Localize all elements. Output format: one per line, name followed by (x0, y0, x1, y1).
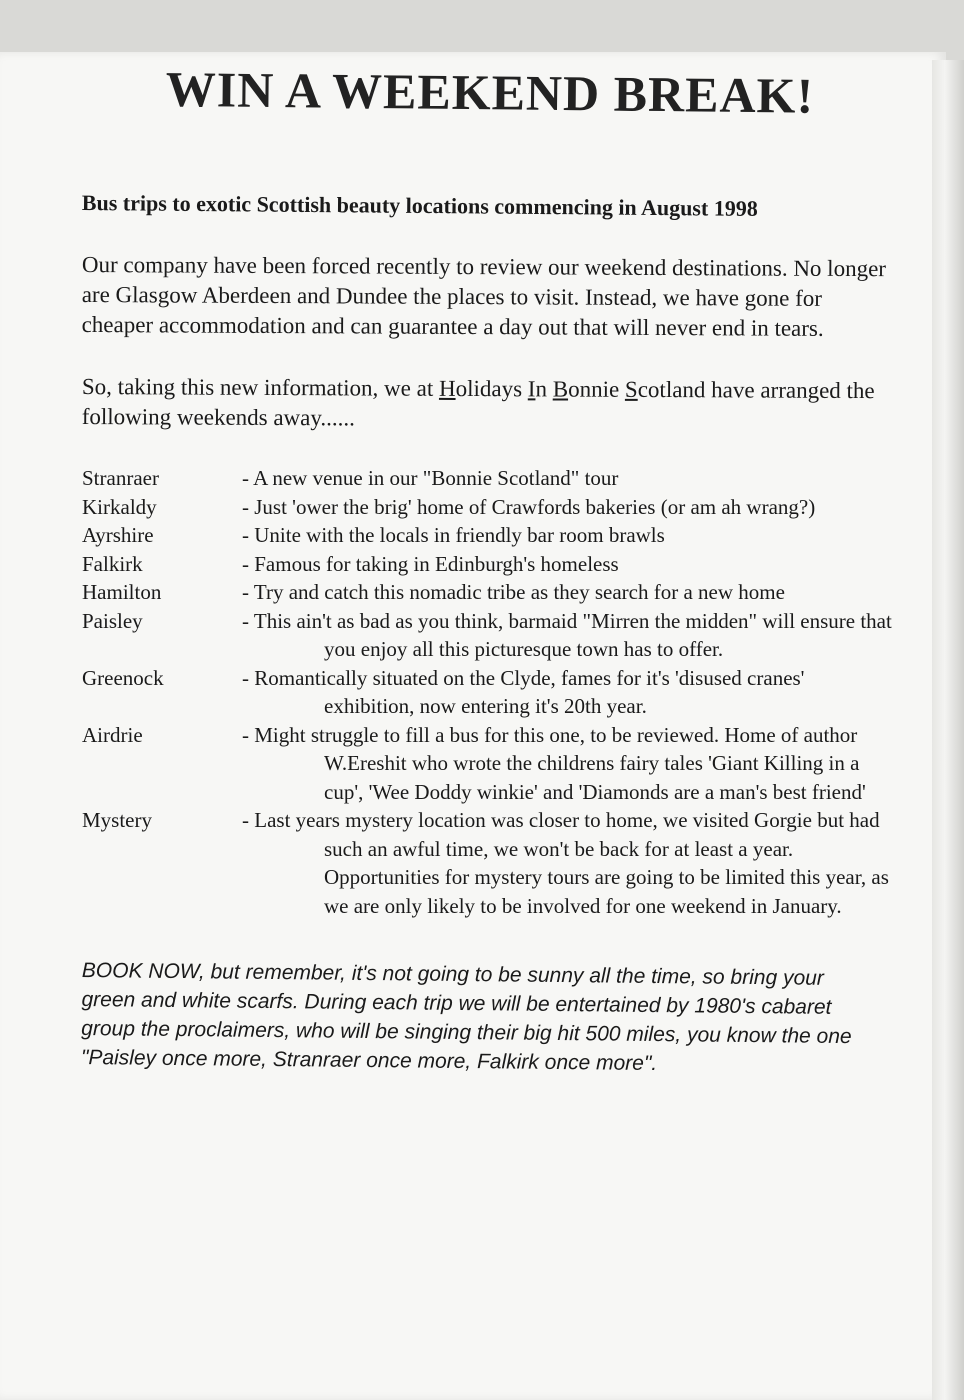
destination-description: - Last years mystery location was closer to home, we visited Gorgie but had such an awful time, we won't be back for at least a year. Opportunities for mystery tours are going to be limited this year, as we are only likely to be involved for one weekend in January. (242, 808, 889, 918)
arranged-before: So, taking this new information, we at (81, 373, 440, 401)
destination-row (82, 721, 898, 807)
bonnie-rest: onnie (568, 376, 626, 402)
destination-description: - Try and catch this nomadic tribe as they search for a new home (242, 580, 785, 604)
destination-description: - This ain't as bad as you think, barmaid "Mirren the midden" will ensure that you enjoy all this picturesque town has to offer. (242, 608, 892, 661)
subheading: Bus trips to exotic Scottish beauty locations commencing in August 1998 (81, 189, 758, 221)
destination-list (82, 464, 898, 920)
bonnie-initial: B (552, 376, 569, 402)
arranged-after: have arranged the following weekends away...... (81, 377, 875, 431)
destination-name: Ayrshire (82, 523, 154, 547)
headline: WIN A WEEKEND BREAK! (165, 60, 815, 124)
destination-row (82, 493, 898, 522)
destination-row (82, 550, 898, 579)
destination-description: - Romantically situated on the Clyde, fames for it's 'disused cranes' exhibition, now entering it's 20th year. (242, 665, 805, 718)
intro-paragraph: Our company have been forced recently to review our weekend destinations. No longer are Glasgow Aberdeen and Dundee the places to visit. Instead, we have gone for cheaper accommodation and can guarantee a day out that will never end in tears. (81, 251, 887, 341)
closing-paragraph: BOOK NOW, but remember, it's not going to be sunny all the time, so bring your green and white scarfs. During each trip we will be entertained by 1980's cabaret group the proclaimers, who will be singing their big hit 500 miles, you know the one "Paisley once more, Stranraer once more, Falkirk once more". (80, 958, 852, 1076)
arranged-paragraph (82, 372, 898, 436)
destination-row (82, 521, 898, 550)
destination-row (82, 464, 898, 493)
destination-name: Kirkaldy (82, 494, 157, 519)
destination-name: Mystery (82, 808, 152, 832)
destination-name: Paisley (82, 608, 143, 633)
destination-name: Hamilton (82, 580, 162, 604)
destination-name: Airdrie (82, 722, 143, 747)
holidays-rest: olidays (455, 375, 528, 402)
scotland-rest: cotland (637, 376, 706, 403)
page-edge (932, 60, 964, 1400)
destination-name: Stranraer (82, 466, 159, 490)
destination-row (82, 607, 898, 664)
destination-description: - Just 'ower the brig' home of Crawfords bakeries (or am ah wrang?) (242, 494, 816, 519)
destination-description: - Famous for taking in Edinburgh's homeless (242, 551, 619, 576)
destination-description: - Unite with the locals in friendly bar room brawls (242, 523, 665, 547)
destination-row (82, 578, 898, 607)
destination-name: Falkirk (82, 551, 143, 576)
document-content (82, 58, 898, 1093)
scotland-initial: S (624, 376, 638, 402)
destination-row (82, 806, 898, 920)
destination-name: Greenock (82, 665, 164, 690)
in-rest: n (535, 376, 553, 402)
destination-row (82, 664, 898, 721)
holidays-initial: H (438, 375, 456, 401)
in-initial: I (527, 376, 536, 402)
destination-description: - Might struggle to fill a bus for this one, to be reviewed. Home of author W.Ereshit who wrote the childrens fairy tales 'Giant Killing in a cup', 'Wee Doddy winkie' and 'Diamonds are a man's best friend' (242, 722, 866, 804)
destination-description: - A new venue in our "Bonnie Scotland" tour (242, 466, 619, 490)
